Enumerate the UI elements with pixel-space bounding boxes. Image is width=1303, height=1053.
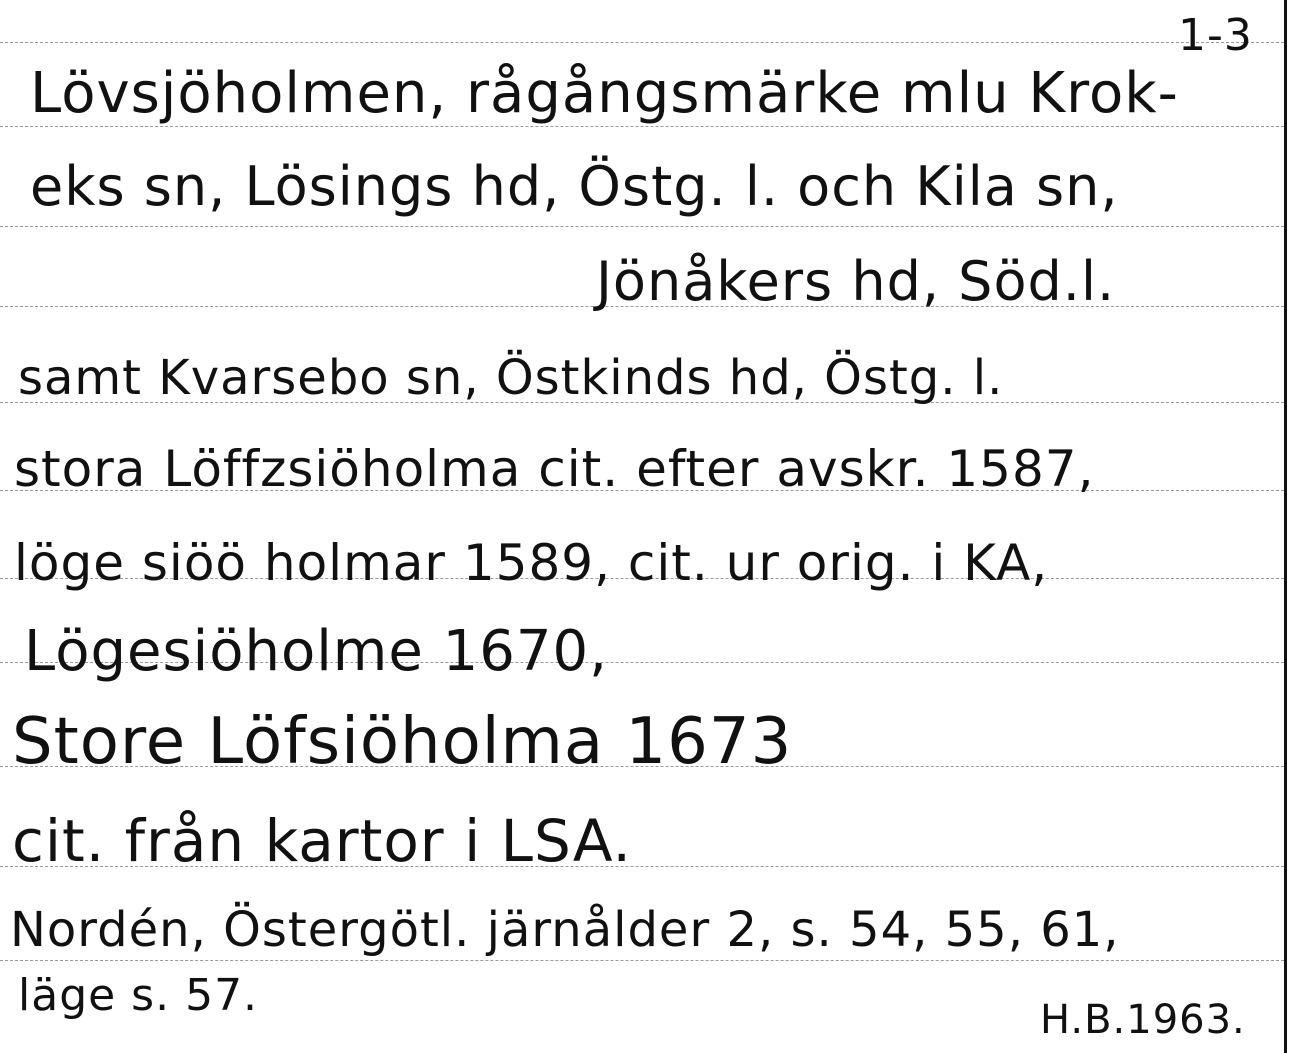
entry-line-5: stora Löffzsiöholma cit. efter avskr. 1587, bbox=[14, 440, 1095, 498]
ruled-line bbox=[0, 126, 1284, 127]
entry-line-9: cit. från kartor i LSA. bbox=[12, 807, 632, 875]
entry-line-1-title: Lövsjöholmen, rågångsmärke mlu Krok- bbox=[30, 61, 1179, 126]
ruled-line bbox=[0, 960, 1284, 961]
ruled-line bbox=[0, 226, 1284, 227]
card-number: 1-3 bbox=[1178, 10, 1253, 61]
entry-line-4: samt Kvarsebo sn, Östkinds hd, Östg. l. bbox=[18, 350, 1004, 406]
entry-line-11: läge s. 57. bbox=[18, 970, 259, 1021]
card-right-edge bbox=[1284, 0, 1287, 1053]
signature: H.B.1963. bbox=[1040, 997, 1246, 1043]
entry-line-6: löge siöö holmar 1589, cit. ur orig. i KA, bbox=[14, 534, 1049, 592]
ruled-line bbox=[0, 42, 1284, 43]
entry-line-2: eks sn, Lösings hd, Östg. l. och Kila sn, bbox=[30, 155, 1119, 218]
entry-line-3: Jönåkers hd, Söd.l. bbox=[596, 250, 1116, 313]
entry-line-8: Store Löfsiöholma 1673 bbox=[12, 705, 793, 779]
entry-line-10: Nordén, Östergötl. järnålder 2, s. 54, 55, 61, bbox=[10, 902, 1120, 958]
entry-line-7: Lögesiöholme 1670, bbox=[24, 619, 608, 684]
